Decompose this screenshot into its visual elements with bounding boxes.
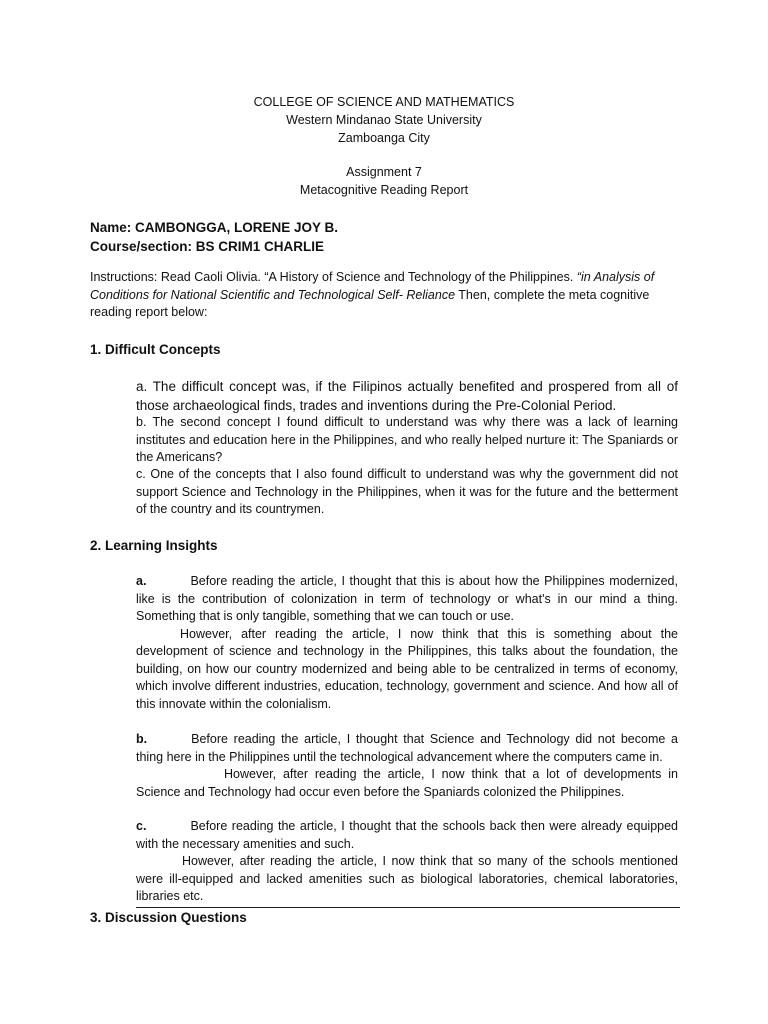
difficult-concept-b: b. The second concept I found difficult to understand was why there was a lack of learning institutes and education here in the Philippines, and who really helped nurture it: The Spaniards or the Americans?: [136, 415, 678, 464]
report-title: Metacognitive Reading Report: [299, 183, 469, 197]
student-name: Name: CAMBONGGA, LORENE JOY B.: [90, 220, 339, 235]
student-info: [90, 218, 338, 256]
insight-c-after: However, after reading the article, I now think that so many of the schools mentioned were ill-equipped and lacked amenities such as biological laboratories, chemical laboratories, libraries etc.: [136, 854, 678, 903]
insight-b-label: b.: [136, 732, 148, 746]
insight-c-label: c.: [136, 819, 147, 833]
assignment-number: Assignment 7: [346, 165, 422, 179]
insight-b-before: Before reading the article, I thought that Science and Technology did not become a thing here in the Philippines until the technological advancement where the computers came in.: [136, 732, 678, 764]
document-header: [0, 93, 768, 199]
course-section: Course/section: BS CRIM1 CHARLIE: [90, 239, 325, 254]
difficult-concept-a: a. The difficult concept was, if the Filipinos actually benefited and prospered from all of those archaeological finds, trades and inventions during the Pre-Colonial Period.: [136, 379, 678, 413]
section-title-discussion-questions: 3. Discussion Questions: [90, 910, 247, 925]
insight-c-before: Before reading the article, I thought that the schools back then were already equipped with the necessary amenities and such.: [136, 819, 678, 851]
insight-a-after: However, after reading the article, I now think that this is something about the development of science and technology in the Philippines, this talks about the foundation, the building, on how our country modernized and being able to be centralized in terms of economy, which involve different industries, education, technology, government and science. And how all of this innovate within the colonialism.: [136, 626, 678, 711]
insight-a: [136, 573, 678, 713]
insight-b: [136, 731, 678, 801]
college-name: COLLEGE OF SCIENCE AND MATHEMATICS: [253, 95, 515, 109]
difficult-concept-c: c. One of the concepts that I also found difficult to understand was why the government did not support Science and Technology in the Philippines, when it was for the future and the betterment of the country and its countrymen.: [136, 467, 678, 516]
section-title-difficult-concepts: 1. Difficult Concepts: [90, 342, 221, 357]
section-title-learning-insights: 2. Learning Insights: [90, 538, 218, 553]
insight-a-before: Before reading the article, I thought that this is about how the Philippines modernized, like is the contribution of colonization in term of technology or what's in our mind a thing. Something that is only tangible, something that we can touch or use.: [136, 574, 678, 623]
insight-a-label: a.: [136, 574, 147, 588]
university-name: Western Mindanao State University: [286, 113, 482, 127]
instructions-lead: Instructions: Read Caoli Olivia. “A History of Science and Technology of the Philippines.: [90, 270, 574, 284]
instructions-tail: Then, complete the meta cognitive reading report below:: [90, 287, 650, 319]
insight-b-after: However, after reading the article, I now think that a lot of developments in Science and Technology had occur even before the Spaniards colonized the Philippines.: [136, 767, 678, 799]
instructions-italic: “in Analysis of Conditions for National Scientific and Technological Self- Reliance: [90, 270, 655, 302]
city-name: Zamboanga City: [338, 131, 430, 145]
horizontal-rule: [136, 907, 680, 908]
insight-c: [136, 818, 678, 906]
instructions: [90, 269, 680, 322]
